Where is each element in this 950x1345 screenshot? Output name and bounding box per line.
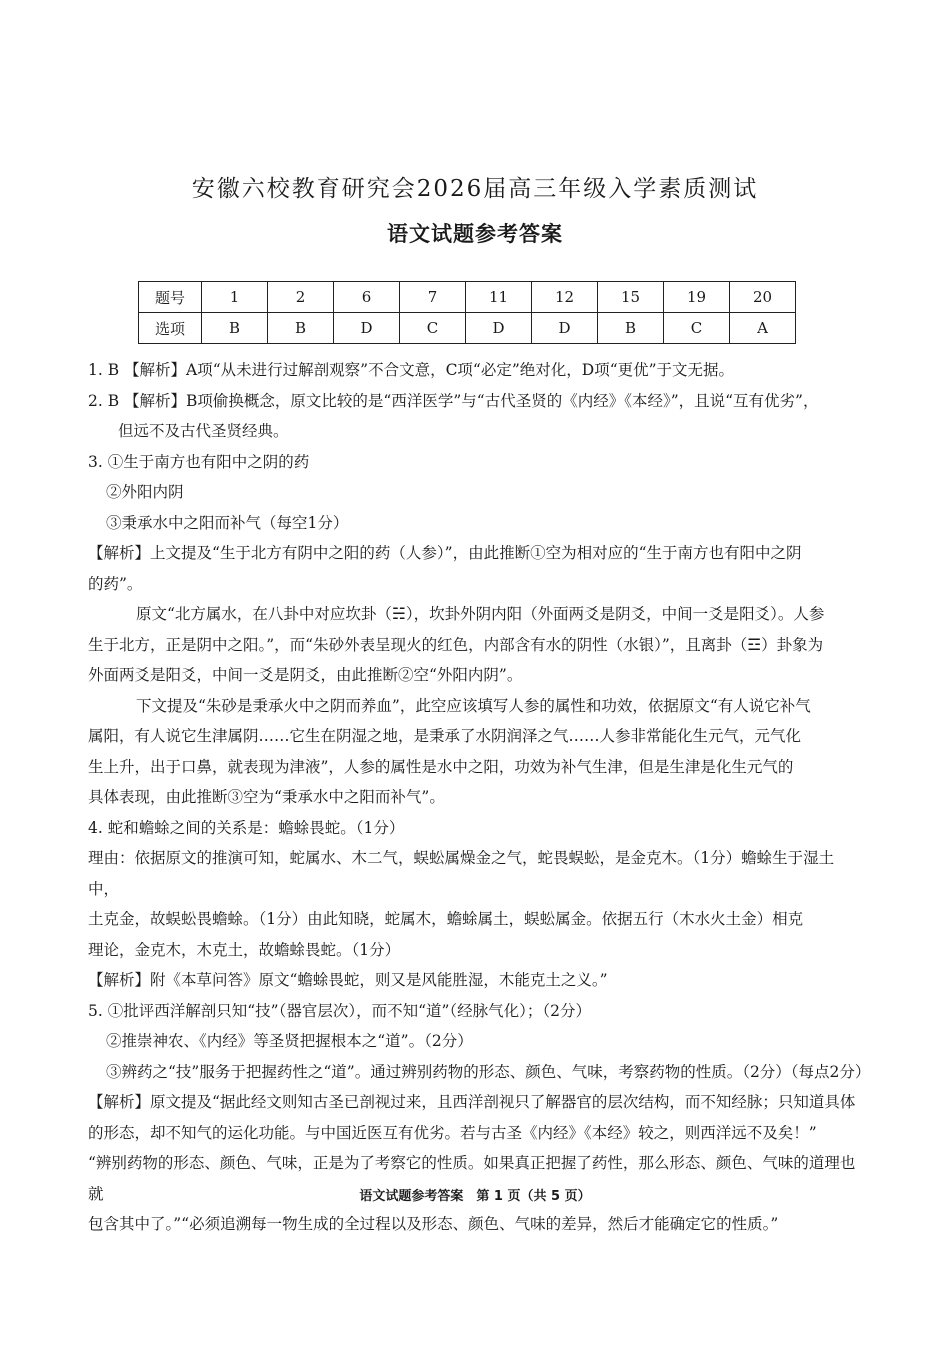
page-footer: 语文试题参考答案 第 1 页（共 5 页） bbox=[359, 1189, 591, 1204]
table-cell: B bbox=[268, 313, 334, 344]
table-header-cell: 题号 bbox=[139, 282, 202, 313]
table-row-numbers bbox=[139, 282, 796, 313]
table-cell: D bbox=[532, 313, 598, 344]
answer-line: 理论，金克木，木克土，故蟾蜍畏蛇。（1分） bbox=[88, 940, 401, 959]
answer-line: 具体表现，由此推断③空为“秉承水中之阳而补气”。 bbox=[88, 788, 445, 806]
table-cell: 7 bbox=[400, 282, 466, 313]
table-cell: B bbox=[598, 313, 664, 344]
table-row-choices bbox=[139, 313, 796, 344]
answer-line: ②外阳内阴 bbox=[106, 483, 184, 501]
answer-line: 的形态，却不知气的运化功能。与中国近医互有优劣。若与古圣《内经》《本经》较之，则西洋远不及矣！” bbox=[88, 1123, 817, 1142]
table-cell: 20 bbox=[730, 282, 796, 313]
answer-table bbox=[138, 281, 796, 344]
page-subtitle: 语文试题参考答案 bbox=[387, 222, 563, 246]
table-cell: 2 bbox=[268, 282, 334, 313]
table-cell: A bbox=[730, 313, 796, 344]
answer-body bbox=[88, 355, 871, 1240]
table-cell: 19 bbox=[664, 282, 730, 313]
table-cell: 15 bbox=[598, 282, 664, 313]
answer-line: 属阳，有人说它生津属阴……它生在阴湿之地，是秉承了水阴润泽之气……人参非常能化生元气，元气化 bbox=[88, 727, 802, 745]
answer-line: ③秉承水中之阳而补气（每空1分） bbox=[106, 513, 349, 532]
answer-line: 1. B 【解析】A项“从未进行过解剖观察”不合文意，C项“必定”绝对化，D项“更优”于文无据。 bbox=[88, 361, 735, 379]
answer-line: 【解析】附《本草问答》原文“蟾蜍畏蛇，则又是风能胜湿，木能克土之义。” bbox=[88, 971, 608, 989]
answer-line: 3. ①生于南方也有阳中之阴的药 bbox=[88, 452, 310, 471]
table-cell: 11 bbox=[466, 282, 532, 313]
answer-line: 【解析】上文提及“生于北方有阴中之阳的药（人参）”，由此推断①空为相对应的“生于南方也有阳中之阴 bbox=[88, 544, 802, 562]
answer-line: 原文“北方属水，在八卦中对应坎卦（☵），坎卦外阴内阳（外面两爻是阴爻，中间一爻是阳爻）。人参 bbox=[136, 605, 825, 623]
answer-line: 生上升，出于口鼻，就表现为津液”，人参的属性是水中之阳，功效为补气生津，但是生津是化生元气的 bbox=[88, 757, 794, 776]
table-cell: C bbox=[400, 313, 466, 344]
table-header-cell: 选项 bbox=[139, 313, 202, 344]
answer-line: 【解析】原文提及“据此经文则知古圣已剖视过来，且西洋剖视只了解器官的层次结构，而不知经脉；只知道具体 bbox=[88, 1093, 856, 1111]
table-cell: B bbox=[202, 313, 268, 344]
answer-line: 外面两爻是阳爻，中间一爻是阴爻，由此推断②空“外阳内阴”。 bbox=[88, 666, 523, 684]
table-cell: D bbox=[466, 313, 532, 344]
answer-line: 的药”。 bbox=[88, 574, 143, 593]
answer-line: 包含其中了。”“必须追溯每一物生成的全过程以及形态、颜色、气味的差异，然后才能确定它的性质。” bbox=[88, 1215, 779, 1233]
table-cell: 12 bbox=[532, 282, 598, 313]
answer-line: 理由：依据原文的推演可知，蛇属水、木二气，蜈蚣属燥金之气，蛇畏蜈蚣，是金克木。（1分）蟾蜍生于湿土中， bbox=[88, 849, 835, 898]
table-cell: 1 bbox=[202, 282, 268, 313]
table-cell: 6 bbox=[334, 282, 400, 313]
answer-line: 但远不及古代圣贤经典。 bbox=[118, 422, 289, 440]
answer-line: 5. ①批评西洋解剖只知“技”（器官层次），而不知“道”（经脉气化）；（2分） bbox=[88, 1001, 592, 1020]
answer-line: ③辨药之“技”服务于把握药性之“道”。通过辨别药物的形态、颜色、气味，考察药物的性质。（2分）（每点2分） bbox=[106, 1062, 871, 1081]
answer-line: 生于北方，正是阴中之阳。”，而“朱砂外表呈现火的红色，内部含有水的阴性（水银）”，且离卦（☲）卦象为 bbox=[88, 635, 824, 654]
answer-line: 2. B 【解析】B项偷换概念，原文比较的是“西洋医学”与“古代圣贤的《内经》《本经》”，且说“互有优劣”， bbox=[88, 391, 819, 410]
table-cell: D bbox=[334, 313, 400, 344]
answer-line: “辨别药物的形态、颜色、气味，正是为了考察它的性质。如果真正把握了药性，那么形态、颜色、气味的道理也就 bbox=[88, 1154, 856, 1203]
table-cell: C bbox=[664, 313, 730, 344]
answer-line: 下文提及“朱砂是秉承火中之阴而养血”，此空应该填写人参的属性和功效，依据原文“有人说它补气 bbox=[136, 696, 811, 715]
answer-line: 4. 蛇和蟾蜍之间的关系是：蟾蜍畏蛇。（1分） bbox=[88, 818, 405, 837]
answer-line: 土克金，故蜈蚣畏蟾蜍。（1分）由此知晓，蛇属木，蟾蜍属土，蜈蚣属金。依据五行（木水火土金）相克 bbox=[88, 910, 804, 928]
page-title: 安徽六校教育研究会2026届高三年级入学素质测试 bbox=[191, 176, 759, 202]
answer-line: ②推崇神农、《内经》等圣贤把握根本之“道”。（2分） bbox=[106, 1032, 473, 1050]
